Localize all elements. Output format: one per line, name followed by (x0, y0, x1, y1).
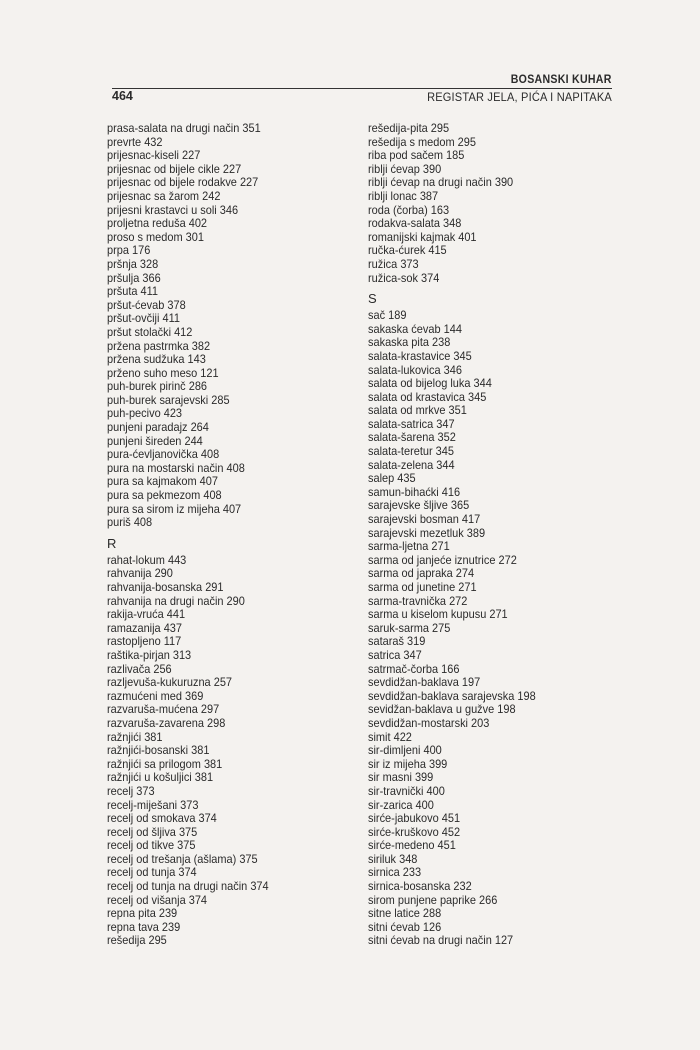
index-entry: ramazanija 437 (107, 620, 183, 635)
index-entry: pura-ćevljanovička 408 (107, 447, 220, 462)
index-entry: puh-burek sarajevski 285 (107, 392, 230, 407)
index-entry: recelj od tikve 375 (107, 838, 196, 853)
index-entry: sarma u kiselom kupusu 271 (368, 607, 508, 622)
index-entry: razmućeni med 369 (107, 688, 204, 703)
index-entry: satrica 347 (368, 647, 422, 662)
index-entry: prijesnac od bijele rodakve 227 (107, 175, 259, 190)
index-entry: siriluk 348 (368, 851, 418, 866)
index-entry: proso s medom 301 (107, 229, 204, 244)
index-entry: puh-burek pirinč 286 (107, 379, 208, 394)
index-entry: sarma od japraka 274 (368, 566, 475, 581)
index-entry: sakaska pita 238 (368, 335, 451, 350)
index-entry: sevdidžan-baklava 197 (368, 675, 481, 690)
book-title: BOSANSKI KUHAR (511, 74, 612, 86)
index-entry: rahvanija-bosanska 291 (107, 580, 224, 594)
index-entry: razljevuša-kukuruzna 257 (107, 675, 233, 690)
index-entry: rahat-lokum 443 (107, 552, 187, 567)
index-entry: pršuta 411 (107, 284, 159, 299)
index-entry: pršnja 328 (107, 256, 159, 271)
index-entry: ružica 373 (368, 256, 419, 271)
entries-group-r-cont (368, 122, 608, 285)
index-entry: sevdidžan-baklava sarajevska 198 (368, 688, 536, 703)
index-entry: simit 422 (368, 729, 412, 744)
entries-group-s (368, 309, 608, 948)
index-entry: ražnjići u košuljici 381 (107, 770, 214, 785)
index-entry: prijesnac sa žarom 242 (107, 188, 221, 203)
index-entry: sirće-medeno 451 (368, 838, 456, 853)
index-entry: puh-pecivo 423 (107, 406, 183, 421)
index-entry: pržena pastrmka 382 (107, 338, 211, 353)
index-entry: pršut-ovčiji 411 (107, 311, 180, 326)
index-entry: roda (čorba) 163 (368, 202, 450, 217)
index-entry: salata od krastavica 345 (368, 389, 487, 404)
index-entry: repna tava 239 (107, 919, 181, 934)
index-entry: punjeni paradajz 264 (107, 420, 209, 435)
index-entry: salata-zelena 344 (368, 457, 455, 472)
index-entry: salep 435 (368, 471, 416, 486)
index-entry: ružica-sok 374 (368, 270, 440, 285)
index-entry: samun-bihaćki 416 (368, 484, 461, 499)
index-entry: ražnjići-bosanski 381 (107, 743, 210, 758)
index-column-left (107, 122, 347, 948)
index-entry: razvaruša-zavarena 298 (107, 715, 226, 730)
index-entry: pršut stolački 412 (107, 324, 193, 339)
index-entry: ručka-ćurek 415 (368, 243, 447, 258)
index-entry: prženo suho meso 121 (107, 365, 219, 380)
index-entry: raštika-pirjan 313 (107, 647, 192, 662)
section-title: REGISTAR JELA, PIĆA I NAPITAKA (427, 90, 612, 104)
entries-group-p (107, 122, 347, 530)
index-entry: ražnjići 381 (107, 729, 163, 744)
index-entry: riblji ćevap na drugi način 390 (368, 175, 514, 190)
index-entry: rahvanija na drugi način 290 (107, 593, 245, 608)
page-header (112, 74, 612, 104)
index-entry: rešedija-pita 295 (368, 121, 450, 135)
index-entry: rešedija s medom 295 (368, 134, 476, 149)
entries-group-r (107, 554, 347, 948)
index-entry: sarma od junetine 271 (368, 580, 477, 594)
index-entry: sir-zarica 400 (368, 797, 434, 812)
index-entry: rastopljeno 117 (107, 634, 182, 649)
index-entry: pura sa sirom iz mijeha 407 (107, 501, 242, 516)
index-entry: romanijski kajmak 401 (368, 229, 477, 244)
index-entry: puriš 408 (107, 515, 153, 530)
index-entry: prasa-salata na drugi način 351 (107, 121, 261, 135)
index-entry: sitne latice 288 (368, 906, 442, 921)
index-entry: sirnica-bosanska 232 (368, 879, 472, 894)
index-entry: sataraš 319 (368, 634, 426, 649)
index-entry: sarajevske šljive 365 (368, 498, 470, 513)
index-entry: sarajevski bosman 417 (368, 512, 481, 527)
index-entry: sirće-kruškovo 452 (368, 824, 461, 839)
index-entry: prijesnac-kiseli 227 (107, 148, 201, 163)
index-entry: sač 189 (368, 308, 407, 323)
index-entry: proljetna reduša 402 (107, 216, 208, 231)
index-entry: pura sa kajmakom 407 (107, 474, 218, 489)
index-entry: recelj od šljiva 375 (107, 824, 198, 839)
index-entry: prijesnac od bijele cikle 227 (107, 161, 242, 176)
index-entry: sarma-ljetna 271 (368, 539, 450, 554)
index-entry: salata-satrica 347 (368, 416, 455, 431)
index-entry: recelj od tunja 374 (107, 865, 197, 880)
index-entry: prpa 176 (107, 243, 151, 258)
index-entry: recelj-miješani 373 (107, 797, 199, 812)
index-entry: sevdidžan-mostarski 203 (368, 715, 490, 730)
index-entry: sirom punjene paprike 266 (368, 892, 498, 907)
index-entry: salata-lukovica 346 (368, 362, 462, 377)
index-entry: salata-šarena 352 (368, 430, 456, 445)
index-entry: recelj 373 (107, 783, 155, 798)
index-entry: rahvanija 290 (107, 566, 173, 581)
index-entry: rešedija 295 (107, 933, 167, 948)
index-entry: recelj od višanja 374 (107, 892, 208, 907)
letter-heading-r: R (107, 535, 117, 551)
index-entry: sir-dimljeni 400 (368, 743, 442, 758)
index-entry: sevidžan-baklava u gužve 198 (368, 702, 516, 717)
index-entry: salata-teretur 345 (368, 444, 454, 459)
index-entry: saruk-sarma 275 (368, 620, 451, 635)
index-entry: salata od mrkve 351 (368, 403, 467, 418)
index-entry: razvaruša-mućena 297 (107, 702, 220, 717)
index-entry: salata-krastavice 345 (368, 348, 472, 363)
index-entry: pura na mostarski način 408 (107, 460, 245, 475)
index-entry: ražnjići sa prilogom 381 (107, 756, 223, 771)
index-entry: sirće-jabukovo 451 (368, 811, 461, 826)
index-entry: prijesni krastavci u soli 346 (107, 202, 239, 217)
index-entry: riba pod sačem 185 (368, 148, 465, 163)
index-entry: pura sa pekmezom 408 (107, 488, 222, 503)
index-entry: sitni ćevab 126 (368, 919, 442, 934)
index-entry: pršulja 366 (107, 270, 161, 285)
index-entry: razlivača 256 (107, 661, 172, 676)
index-entry: recelj od trešanja (ašlama) 375 (107, 851, 258, 866)
index-entry: sarma-travnička 272 (368, 593, 468, 608)
index-entry: pržena sudžuka 143 (107, 352, 206, 367)
index-entry: rakija-vruća 441 (107, 607, 186, 622)
index-entry: punjeni šireden 244 (107, 433, 203, 448)
page-number: 464 (112, 89, 133, 103)
index-column-right (368, 122, 608, 948)
index-entry: satrmač-čorba 166 (368, 661, 460, 676)
letter-heading-s: S (368, 291, 377, 307)
index-entry: sir iz mijeha 399 (368, 756, 448, 771)
index-entry: sir masni 399 (368, 770, 434, 785)
index-entry: sitni ćevab na drugi način 127 (368, 933, 514, 948)
index-entry: prevrte 432 (107, 134, 163, 149)
index-entry: riblji ćevap 390 (368, 161, 442, 176)
index-entry: pršut-ćevab 378 (107, 297, 186, 312)
index-entry: sir-travnički 400 (368, 783, 445, 798)
header-rule (112, 88, 612, 89)
index-entry: sirnica 233 (368, 865, 422, 880)
index-entry: sarma od janjeće iznutrice 272 (368, 552, 517, 567)
index-entry: riblji lonac 387 (368, 188, 439, 203)
index-entry: sakaska ćevab 144 (368, 321, 462, 336)
index-entry: recelj od tunja na drugi način 374 (107, 879, 269, 894)
index-entry: sarajevski mezetluk 389 (368, 525, 486, 540)
index-entry: salata od bijelog luka 344 (368, 376, 492, 391)
index-entry: repna pita 239 (107, 906, 178, 921)
index-entry: recelj od smokava 374 (107, 811, 217, 826)
index-entry: rodakva-salata 348 (368, 216, 462, 231)
